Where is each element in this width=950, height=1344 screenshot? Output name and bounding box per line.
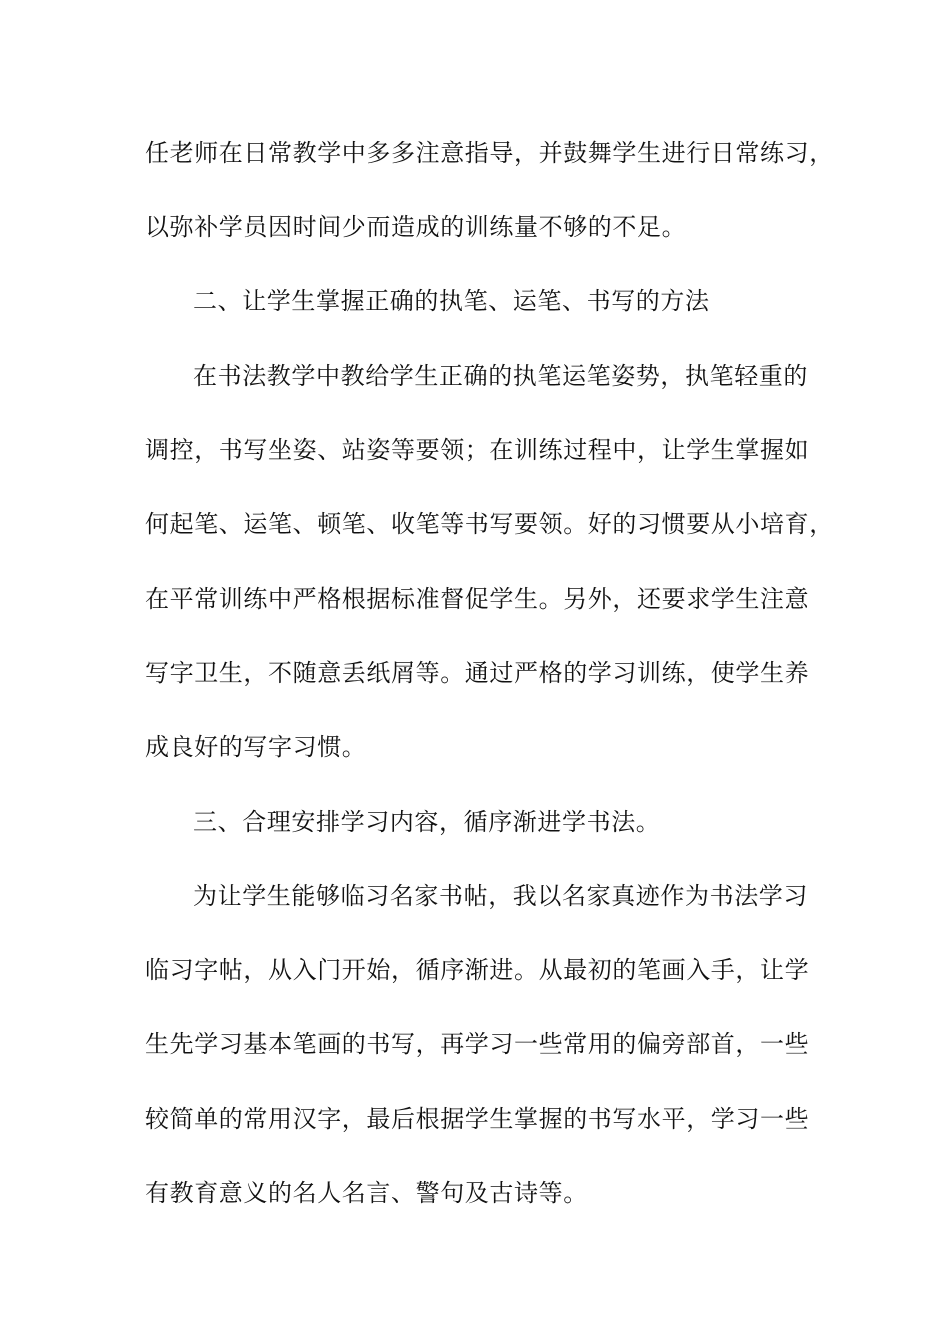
paragraph-line: 成良好的写字习惯。 [145,733,367,761]
paragraph-line: 写字卫生，不随意丢纸屑等。通过严格的学习训练，使学生养 [145,659,810,687]
paragraph-line: 生先学习基本笔画的书写，再学习一些常用的偏旁部首，一些 [145,1030,810,1058]
paragraph-line: 为让学生能够临习名家书帖，我以名家真迹作为书法学习 [193,882,808,910]
paragraph-line: 较简单的常用汉字，最后根据学生掌握的书写水平，学习一些 [145,1105,810,1133]
section-heading-2: 二、让学生掌握正确的执笔、运笔、书写的方法 [193,287,710,315]
paragraph-line: 临习字帖，从入门开始，循序渐进。从最初的笔画入手，让学 [145,956,810,984]
paragraph-line: 何起笔、运笔、顿笔、收笔等书写要领。好的习惯要从小培育， [145,510,834,538]
section-heading-3: 三、合理安排学习内容，循序渐进学书法。 [193,808,661,836]
paragraph-line: 在书法教学中教给学生正确的执笔运笔姿势，执笔轻重的 [193,362,808,390]
paragraph-line: 有教育意义的名人名言、警句及古诗等。 [145,1179,588,1207]
paragraph-line: 以弥补学员因时间少而造成的训练量不够的不足。 [145,213,687,241]
paragraph-line: 在平常训练中严格根据标准督促学生。另外，还要求学生注意 [145,585,810,613]
paragraph-line: 调控，书写坐姿、站姿等要领；在训练过程中，让学生掌握如 [145,436,810,464]
paragraph-line: 任老师在日常教学中多多注意指导，并鼓舞学生进行日常练习， [145,139,834,167]
